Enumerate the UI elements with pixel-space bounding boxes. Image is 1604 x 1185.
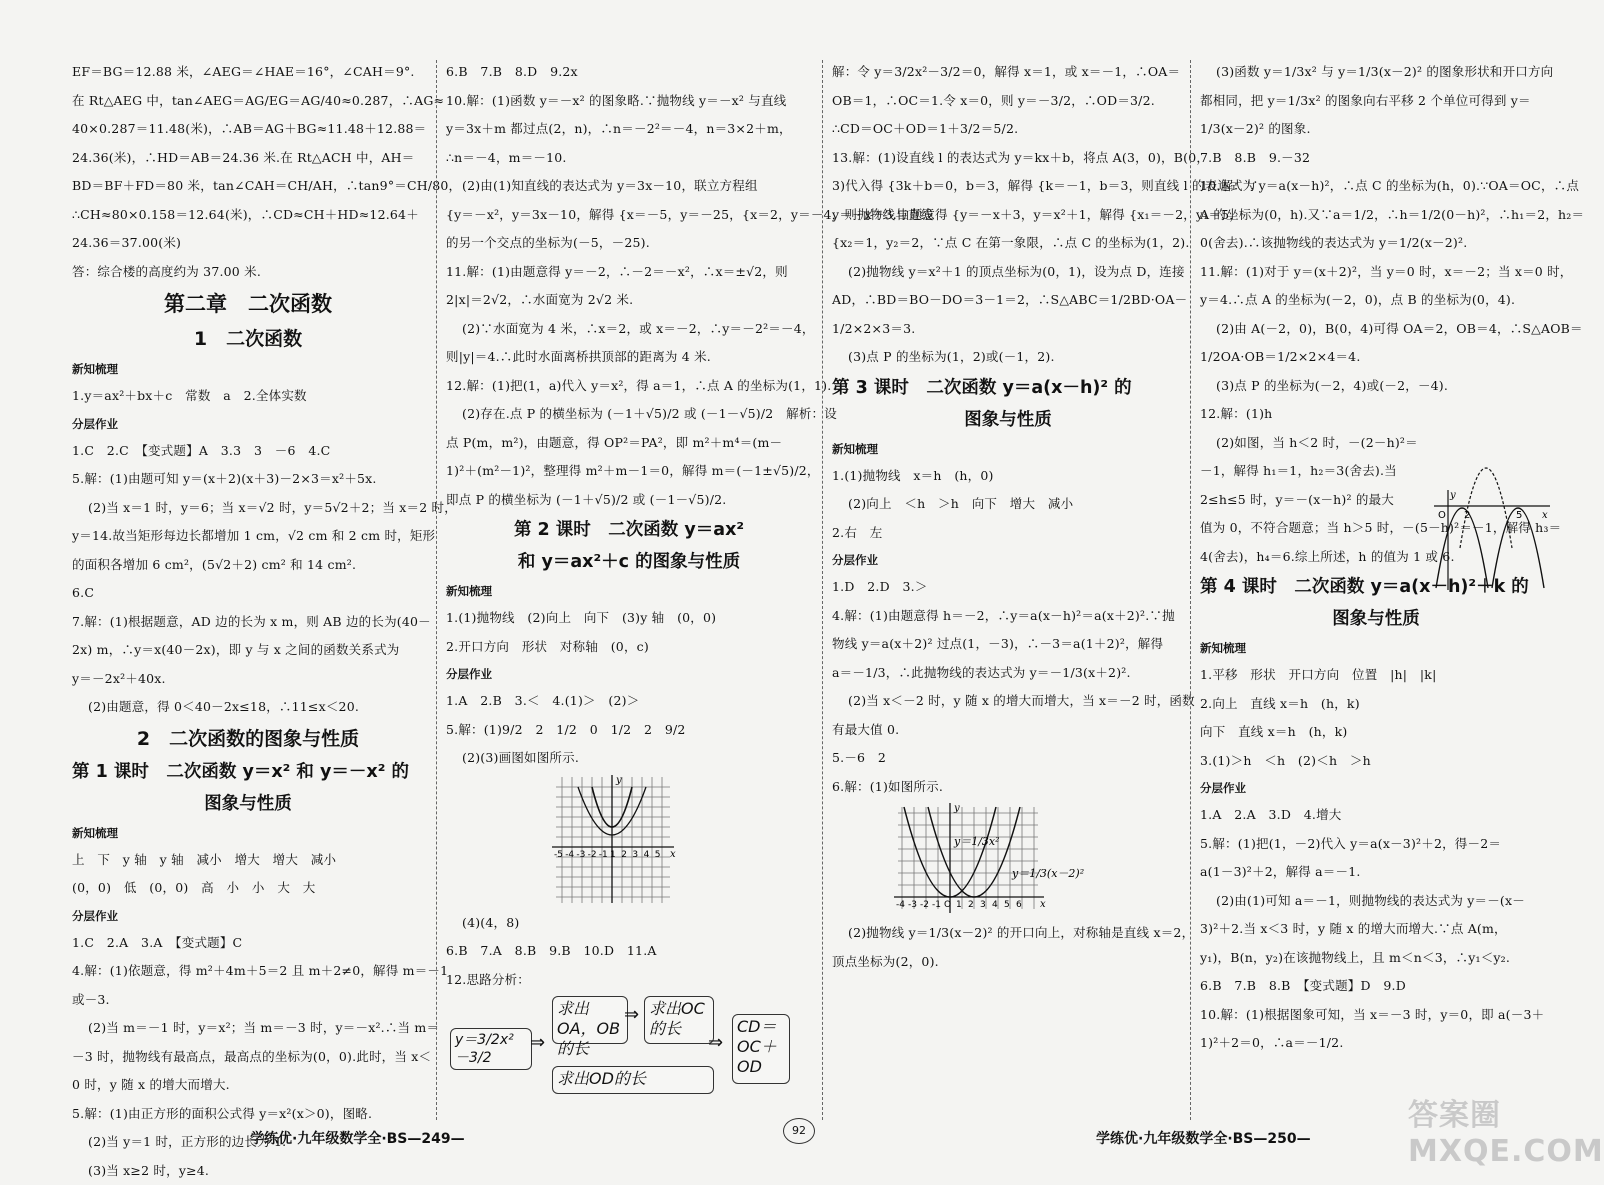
text-line: 1.C 2.C 【变式题】A 3.3 3 －6 4.C xyxy=(72,437,424,466)
axis-y-label: y xyxy=(615,775,622,786)
subheading-fenceng: 分层作业 xyxy=(832,547,1184,573)
text-line: OB＝1，∴OC＝1.令 x＝0，则 y＝－3/2，∴OD＝3/2. xyxy=(832,87,1184,116)
text-line: (0，0) 低 (0，0) 高 小 小 大 大 xyxy=(72,874,424,903)
arrow-icon: ⇒ xyxy=(530,1032,545,1053)
text-line: ∴CD＝OC＋OD＝1＋3/2＝5/2. xyxy=(832,115,1184,144)
parabola-graph-figure xyxy=(446,773,812,909)
text-line: (2)存在.点 P 的横坐标为 (－1＋√5)/2 或 (－1－√5)/2 解析：设 xyxy=(446,400,812,429)
text-line: 2|x|＝2√2，∴水面宽为 2√2 米. xyxy=(446,286,812,315)
two-parabolas-graph xyxy=(832,801,1184,919)
text-line: 12.解：(1)h xyxy=(1200,400,1552,429)
col3-text-a xyxy=(832,58,1184,372)
axis-x-ticks xyxy=(896,900,1022,910)
lesson-3-title: 第 3 课时 二次函数 y＝a(x－h)² 的 xyxy=(832,372,1184,404)
col1-text-a xyxy=(72,58,424,286)
col3-text-b xyxy=(832,462,1184,548)
axis-tick-label: 2 xyxy=(1464,510,1470,521)
two-parabolas-figure xyxy=(832,801,1184,919)
col3-text-d xyxy=(832,919,1184,976)
curve-label-1: y＝1/3x² xyxy=(953,835,1000,848)
lesson-1-subtitle: 图象与性质 xyxy=(72,788,424,820)
text-line: 5.解：(1)9/2 2 1/2 0 1/2 2 9/2 xyxy=(446,716,812,745)
text-line: 3)²＋2.当 x＜3 时，y 随 x 的增大而增大.∵点 A(m， xyxy=(1200,915,1552,944)
text-line: 答：综合楼的高度约为 37.00 米. xyxy=(72,258,424,287)
footer-right: 学练优·九年级数学全·BS—250— xyxy=(1096,1128,1311,1148)
text-line: 7.解：(1)根据题意，AD 边的长为 x m，则 AB 边的长为(40－ xyxy=(72,608,424,637)
axis-y-label: y xyxy=(1449,490,1456,501)
text-line: y＝4.∴点 A 的坐标为(－2，0)，点 B 的坐标为(0，4). xyxy=(1200,286,1552,315)
text-line: 1/2OA·OB＝1/2×2×4＝4. xyxy=(1200,343,1552,372)
text-line: 1.C 2.A 3.A 【变式题】C xyxy=(72,929,424,958)
text-line: (3)当 x≥2 时，y≥4. xyxy=(72,1157,424,1185)
text-line: A 的坐标为(0，h).又∵a＝1/2，∴h＝1/2(0－h)²，∴h₁＝2，h₂＝ xyxy=(1200,201,1552,230)
lesson-1-title: 第 1 课时 二次函数 y＝x² 和 y＝－x² 的 xyxy=(72,756,424,788)
axis-tick-label: -3 xyxy=(576,850,585,860)
flowchart xyxy=(446,994,812,1112)
text-line: 40×0.287＝11.48(米)，∴AB＝AG＋BG≈11.48＋12.88＝ xyxy=(72,115,424,144)
axis-tick-label: 2 xyxy=(968,900,974,910)
column-2 xyxy=(446,58,812,1118)
text-line: －3 时，抛物线有最高点，最高点的坐标为(0，0).此时，当 x＜ xyxy=(72,1043,424,1072)
text-line: (2)由(1)可知 a＝－1，则抛物线的表达式为 y＝－(x－ xyxy=(1200,887,1552,916)
text-line: 5.－6 2 xyxy=(832,744,1184,773)
subheading-fenceng: 分层作业 xyxy=(72,903,424,929)
axis-x-ticks xyxy=(554,850,661,860)
col1-text-c xyxy=(72,437,424,722)
text-line: 24.36(米)，∴HD＝AB＝24.36 米.在 Rt△ACH 中，AH＝ xyxy=(72,144,424,173)
text-line: 的另一个交点的坐标为(－5，－25). xyxy=(446,229,812,258)
text-line: y＝－x＋3.由题意得 {y＝－x＋3，y＝x²＋1，解得 {x₁＝－2，y₁＝5， xyxy=(832,201,1184,230)
text-line: y＝3x＋m 都过点(2，n)，∴n＝－2²＝－4，n＝3×2＋m， xyxy=(446,115,812,144)
text-line: a＝－1/3，∴此抛物线的表达式为 y＝－1/3(x＋2)². xyxy=(832,659,1184,688)
text-line: 5.解：(1)由正方形的面积公式得 y＝x²(x＞0)，图略. xyxy=(72,1100,424,1129)
section-title-1: 1 二次函数 xyxy=(72,322,424,356)
text-line: 5.解：(1)由题可知 y＝(x＋2)(x＋3)－2×3＝x²＋5x. xyxy=(72,465,424,494)
text-line: 4.解：(1)依题意，得 m²＋4m＋5＝2 且 m＋2≠0，解得 m＝－1 xyxy=(72,957,424,986)
axis-tick-label: 5 xyxy=(655,850,661,860)
axis-tick-label: -1 xyxy=(932,900,941,910)
axis-tick-label: -2 xyxy=(588,850,597,860)
watermark: 答案圈 MXQE.COM xyxy=(1408,1090,1604,1169)
text-line: (2)当 x＝1 时，y＝6；当 x＝√2 时，y＝5√2＋2；当 x＝2 时， xyxy=(72,494,424,523)
text-line: y₁)，B(n，y₂)在该抛物线上，且 m＜n＜3，∴y₁＜y₂. xyxy=(1200,944,1552,973)
axis-tick-label: -2 xyxy=(920,900,929,910)
axis-tick-label: 5 xyxy=(1516,510,1522,521)
text-line: (2)当 x＜－2 时，y 随 x 的增大而增大，当 x＝－2 时，函数 xyxy=(832,687,1184,716)
flow-function-box: y＝3/2x²－3/2 xyxy=(450,1028,532,1070)
subheading-fenceng: 分层作业 xyxy=(446,661,812,687)
col2-text-c xyxy=(446,687,812,773)
axis-y-label: y xyxy=(953,803,960,814)
text-line: 1.y＝ax²＋bx＋c 常数 a 2.全体实数 xyxy=(72,382,424,411)
text-line: 1)²＋2＝0，∴a＝－1/2. xyxy=(1200,1029,1552,1058)
curve-label-2: y＝1/3(x－2)² xyxy=(1011,867,1084,880)
subheading-xinzhi: 新知梳理 xyxy=(832,436,1184,462)
column-divider xyxy=(1190,60,1191,1120)
text-line: a(1－3)²＋2，解得 a＝－1. xyxy=(1200,858,1552,887)
text-line: ∴n＝－4，m＝－10. xyxy=(446,144,812,173)
axis-tick-label: 6 xyxy=(1016,900,1022,910)
arrow-icon: ⇒ xyxy=(624,1004,639,1025)
text-line: 5.解：(1)把(1，－2)代入 y＝a(x－3)²＋2，得－2＝ xyxy=(1200,830,1552,859)
flow-box-oc: 求出OC的长 xyxy=(644,996,714,1044)
col4-text-c xyxy=(1200,801,1552,1058)
col2-text-d xyxy=(446,909,812,995)
axis-tick-label: 2 xyxy=(621,850,627,860)
axis-x-label: x xyxy=(1040,899,1046,910)
column-divider xyxy=(822,60,823,1120)
text-line: 点 P(m，m²)，由题意，得 OP²＝PA²，即 m²＋m⁴＝(m－ xyxy=(446,429,812,458)
footer-left: 学练优·九年级数学全·BS—249— xyxy=(250,1128,465,1148)
text-line: 1.A 2.A 3.D 4.增大 xyxy=(1200,801,1552,830)
col1-text-b xyxy=(72,382,424,411)
text-line: 0(舍去).∴该抛物线的表达式为 y＝1/2(x－2)². xyxy=(1200,229,1552,258)
lesson-3-subtitle: 图象与性质 xyxy=(832,404,1184,436)
col4-top xyxy=(1200,58,1552,571)
text-line: (2)由题意，得 0＜40－2x≤18，∴11≤x＜20. xyxy=(72,693,424,722)
text-line: 11.解：(1)对于 y＝(x＋2)²，当 y＝0 时，x＝－2；当 x＝0 时， xyxy=(1200,258,1552,287)
text-line: y＝－2x²＋40x. xyxy=(72,665,424,694)
text-line: AD，∴BD＝BO－DO＝3－1＝2，∴S△ABC＝1/2BD·OA－ xyxy=(832,286,1184,315)
column-divider xyxy=(436,60,437,1120)
text-line: EF＝BG＝12.88 米，∠AEG＝∠HAE＝16°，∠CAH＝9°. xyxy=(72,58,424,87)
text-line: 2.开口方向 形状 对称轴 (0，c) xyxy=(446,633,812,662)
column-1 xyxy=(72,58,424,1118)
axis-tick-label: -5 xyxy=(554,850,563,860)
lesson-4-subtitle: 图象与性质 xyxy=(1200,603,1552,635)
column-4 xyxy=(1200,58,1552,1118)
text-line: 2.右 左 xyxy=(832,519,1184,548)
text-line: 值为 0，不符合题意；当 h＞5 时，－(5－h)²＝－1，解得 h₃＝ xyxy=(1200,514,1552,543)
axis-tick-label: -1 xyxy=(599,850,608,860)
text-line: 1.平移 形状 开口方向 位置 |h| |k| xyxy=(1200,661,1552,690)
subheading-fenceng: 分层作业 xyxy=(72,411,424,437)
page-badge: 92 xyxy=(783,1118,815,1144)
text-line: －1，解得 h₁＝1，h₂＝3(舍去).当 xyxy=(1200,457,1552,486)
axis-tick-label: 3 xyxy=(980,900,986,910)
col2-text-a xyxy=(446,58,812,514)
text-line: y＝14.故当矩形每边长都增加 1 cm，√2 cm 和 2 cm 时，矩形 xyxy=(72,522,424,551)
text-line: 1/3(x－2)² 的图象. xyxy=(1200,115,1552,144)
subheading-xinzhi: 新知梳理 xyxy=(1200,635,1552,661)
text-line: 4(舍去)，h₄＝6.综上所述，h 的值为 1 或 6. xyxy=(1200,543,1552,572)
axis-tick-label: -4 xyxy=(896,900,905,910)
axis-tick-label: -4 xyxy=(565,850,574,860)
col1-text-d xyxy=(72,846,424,903)
text-line: {x₂＝1，y₂＝2，∵点 C 在第一象限，∴点 C 的坐标为(1，2). xyxy=(832,229,1184,258)
text-line: 1.(1)抛物线 (2)向上 向下 (3)y 轴 (0，0) xyxy=(446,604,812,633)
text-line: (4)(4，8) xyxy=(446,909,812,938)
col2-text-b xyxy=(446,604,812,661)
axis-tick-label: 3 xyxy=(632,850,638,860)
text-line: 6.B 7.B 8.B 【变式题】D 9.D xyxy=(1200,972,1552,1001)
axis-tick-label: 1 xyxy=(956,900,962,910)
text-line: (3)点 P 的坐标为(－2，4)或(－2，－4). xyxy=(1200,372,1552,401)
text-line: (2)由 A(－2，0)，B(0，4)可得 OA＝2，OB＝4，∴S△AOB＝ xyxy=(1200,315,1552,344)
text-line: {y＝－x²，y＝3x－10，解得 {x＝－5，y＝－25，{x＝2，y＝－4，则抛物线与直线 xyxy=(446,201,812,230)
text-line: 12.解：(1)把(1，a)代入 y＝x²，得 a＝1，∴点 A 的坐标为(1，1). xyxy=(446,372,812,401)
flow-result-box: CD＝OC＋OD xyxy=(732,1014,790,1084)
text-line: (3)函数 y＝1/3x² 与 y＝1/3(x－2)² 的图象形状和开口方向 xyxy=(1200,58,1552,87)
text-line: (2)当 y＝1 时，正方形的边长为 1. xyxy=(72,1128,424,1157)
text-line: 6.解：(1)如图所示. xyxy=(832,773,1184,802)
text-line: 2≤h≤5 时，y＝－(x－h)² 的最大 xyxy=(1200,486,1552,515)
text-line: 在 Rt△AEG 中，tan∠AEG＝AG/EG＝AG/40≈0.287，∴AG≈ xyxy=(72,87,424,116)
text-line: BD＝BF＋FD＝80 米，tan∠CAH＝CH/AH，∴tan9°＝CH/80， xyxy=(72,172,424,201)
text-line: 1.A 2.B 3.＜ 4.(1)＞ (2)＞ xyxy=(446,687,812,716)
axis-tick-label: O xyxy=(944,900,951,910)
text-line: 10.解：(1)函数 y＝－x² 的图象略.∵抛物线 y＝－x² 与直线 xyxy=(446,87,812,116)
subheading-fenceng: 分层作业 xyxy=(1200,775,1552,801)
text-line: 顶点坐标为(2，0). xyxy=(832,948,1184,977)
text-line: (2)抛物线 y＝x²＋1 的顶点坐标为(0，1)，设为点 D，连接 xyxy=(832,258,1184,287)
text-line: 有最大值 0. xyxy=(832,716,1184,745)
text-line: (3)点 P 的坐标为(1，2)或(－1，2). xyxy=(832,343,1184,372)
axis-tick-label: -3 xyxy=(908,900,917,910)
axis-x-label: x xyxy=(1542,510,1548,521)
text-line: 3)代入得 {3k＋b＝0，b＝3，解得 {k＝－1，b＝3，则直线 l 的表达式为 xyxy=(832,172,1184,201)
subheading-xinzhi: 新知梳理 xyxy=(446,578,812,604)
axis-origin-label: O xyxy=(1438,510,1446,521)
axis-tick-label: 4 xyxy=(992,900,998,910)
text-line: 的面积各增加 6 cm²，(5√2＋2) cm² 和 14 cm². xyxy=(72,551,424,580)
lesson-4-title: 第 4 课时 二次函数 y＝a(x－h)²＋k 的 xyxy=(1200,571,1552,603)
text-line: (2)由(1)知直线的表达式为 y＝3x－10，联立方程组 xyxy=(446,172,812,201)
axis-tick-label: 1 xyxy=(610,850,616,860)
text-line: (2)当 m＝－1 时，y＝x²；当 m＝－3 时，y＝－x².∴当 m＝ xyxy=(72,1014,424,1043)
text-line: 2x) m，∴y＝x(40－2x)，即 y 与 x 之间的函数关系式为 xyxy=(72,636,424,665)
text-line: 10.解：∵y＝a(x－h)²，∴点 C 的坐标为(h，0).∵OA＝OC，∴点 xyxy=(1200,172,1552,201)
text-line: (2)如图，当 h＜2 时，－(2－h)²＝ xyxy=(1200,429,1552,458)
text-line: 3.(1)＞h ＜h (2)＜h ＞h xyxy=(1200,747,1552,776)
text-line: 物线 y＝a(x＋2)² 过点(1，－3)，∴－3＝a(1＋2)²，解得 xyxy=(832,630,1184,659)
text-line: 1.(1)抛物线 x＝h (h，0) xyxy=(832,462,1184,491)
flow-box-od: 求出OD的长 xyxy=(552,1066,714,1094)
flow-box-oa-ob: 求出OA，OB的长 xyxy=(552,996,628,1044)
text-line: 6.B 7.A 8.B 9.B 10.D 11.A xyxy=(446,937,812,966)
text-line: 0 时，y 随 x 的增大而增大. xyxy=(72,1071,424,1100)
text-line: 即点 P 的横坐标为 (－1＋√5)/2 或 (－1－√5)/2. xyxy=(446,486,812,515)
text-line: 7.B 8.B 9.－32 xyxy=(1200,144,1552,173)
text-line: 上 下 y 轴 y 轴 减小 增大 增大 减小 xyxy=(72,846,424,875)
lesson-2-title: 第 2 课时 二次函数 y＝ax² xyxy=(446,514,812,546)
chapter-title: 第二章 二次函数 xyxy=(72,286,424,322)
text-line: 则|y|＝4.∴此时水面离桥拱顶部的距离为 4 米. xyxy=(446,343,812,372)
axis-x-label: x xyxy=(670,849,676,860)
text-line: 10.解：(1)根据图象可知，当 x＝－3 时，y＝0，即 a(－3＋ xyxy=(1200,1001,1552,1030)
text-line: 向下 直线 x＝h (h，k) xyxy=(1200,718,1552,747)
text-line: 1)²＋(m²－1)²，整理得 m²＋m－1＝0，解得 m＝(－1±√5)/2， xyxy=(446,457,812,486)
text-line: ∴CH≈80×0.158＝12.64(米)，∴CD≈CH＋HD≈12.64＋ xyxy=(72,201,424,230)
shifted-parabolas-graph xyxy=(1432,488,1552,592)
col3-text-c xyxy=(832,573,1184,801)
text-line: 12.思路分析： xyxy=(446,966,812,995)
text-line: 1.D 2.D 3.＞ xyxy=(832,573,1184,602)
subheading-xinzhi: 新知梳理 xyxy=(72,820,424,846)
axis-tick-label: 4 xyxy=(644,850,650,860)
text-line: 6.C xyxy=(72,579,424,608)
text-line: 解：令 y＝3/2x²－3/2＝0，解得 x＝1，或 x＝－1，∴OA＝ xyxy=(832,58,1184,87)
parabola-graph xyxy=(446,773,812,909)
col4-text-b xyxy=(1200,661,1552,775)
arrow-icon: ⇒ xyxy=(708,1032,723,1053)
text-line: (2)(3)画图如图所示. xyxy=(446,744,812,773)
subheading-xinzhi: 新知梳理 xyxy=(72,356,424,382)
lesson-2-subtitle: 和 y＝ax²＋c 的图象与性质 xyxy=(446,546,812,578)
text-line: 24.36＝37.00(米) xyxy=(72,229,424,258)
text-line: (2)∵水面宽为 4 米，∴x＝2，或 x＝－2，∴y＝－2²＝－4， xyxy=(446,315,812,344)
text-line: 都相同，把 y＝1/3x² 的图象向右平移 2 个单位可得到 y＝ xyxy=(1200,87,1552,116)
text-line: 1/2×2×3＝3. xyxy=(832,315,1184,344)
column-3 xyxy=(832,58,1184,1118)
text-line: 13.解：(1)设直线 l 的表达式为 y＝kx＋b，将点 A(3，0)，B(0， xyxy=(832,144,1184,173)
text-line: 或－3. xyxy=(72,986,424,1015)
text-line: 6.B 7.B 8.D 9.2x xyxy=(446,58,812,87)
text-line: (2)向上 ＜h ＞h 向下 增大 减小 xyxy=(832,490,1184,519)
section-title-2: 2 二次函数的图象与性质 xyxy=(72,722,424,756)
text-line: 4.解：(1)由题意得 h＝－2，∴y＝a(x－h)²＝a(x＋2)².∵抛 xyxy=(832,602,1184,631)
axis-tick-label: 5 xyxy=(1004,900,1010,910)
text-line: 11.解：(1)由题意得 y＝－2，∴－2＝－x²，∴x＝±√2，则 xyxy=(446,258,812,287)
text-line: 2.向上 直线 x＝h (h，k) xyxy=(1200,690,1552,719)
text-line: (2)抛物线 y＝1/3(x－2)² 的开口向上，对称轴是直线 x＝2， xyxy=(832,919,1184,948)
